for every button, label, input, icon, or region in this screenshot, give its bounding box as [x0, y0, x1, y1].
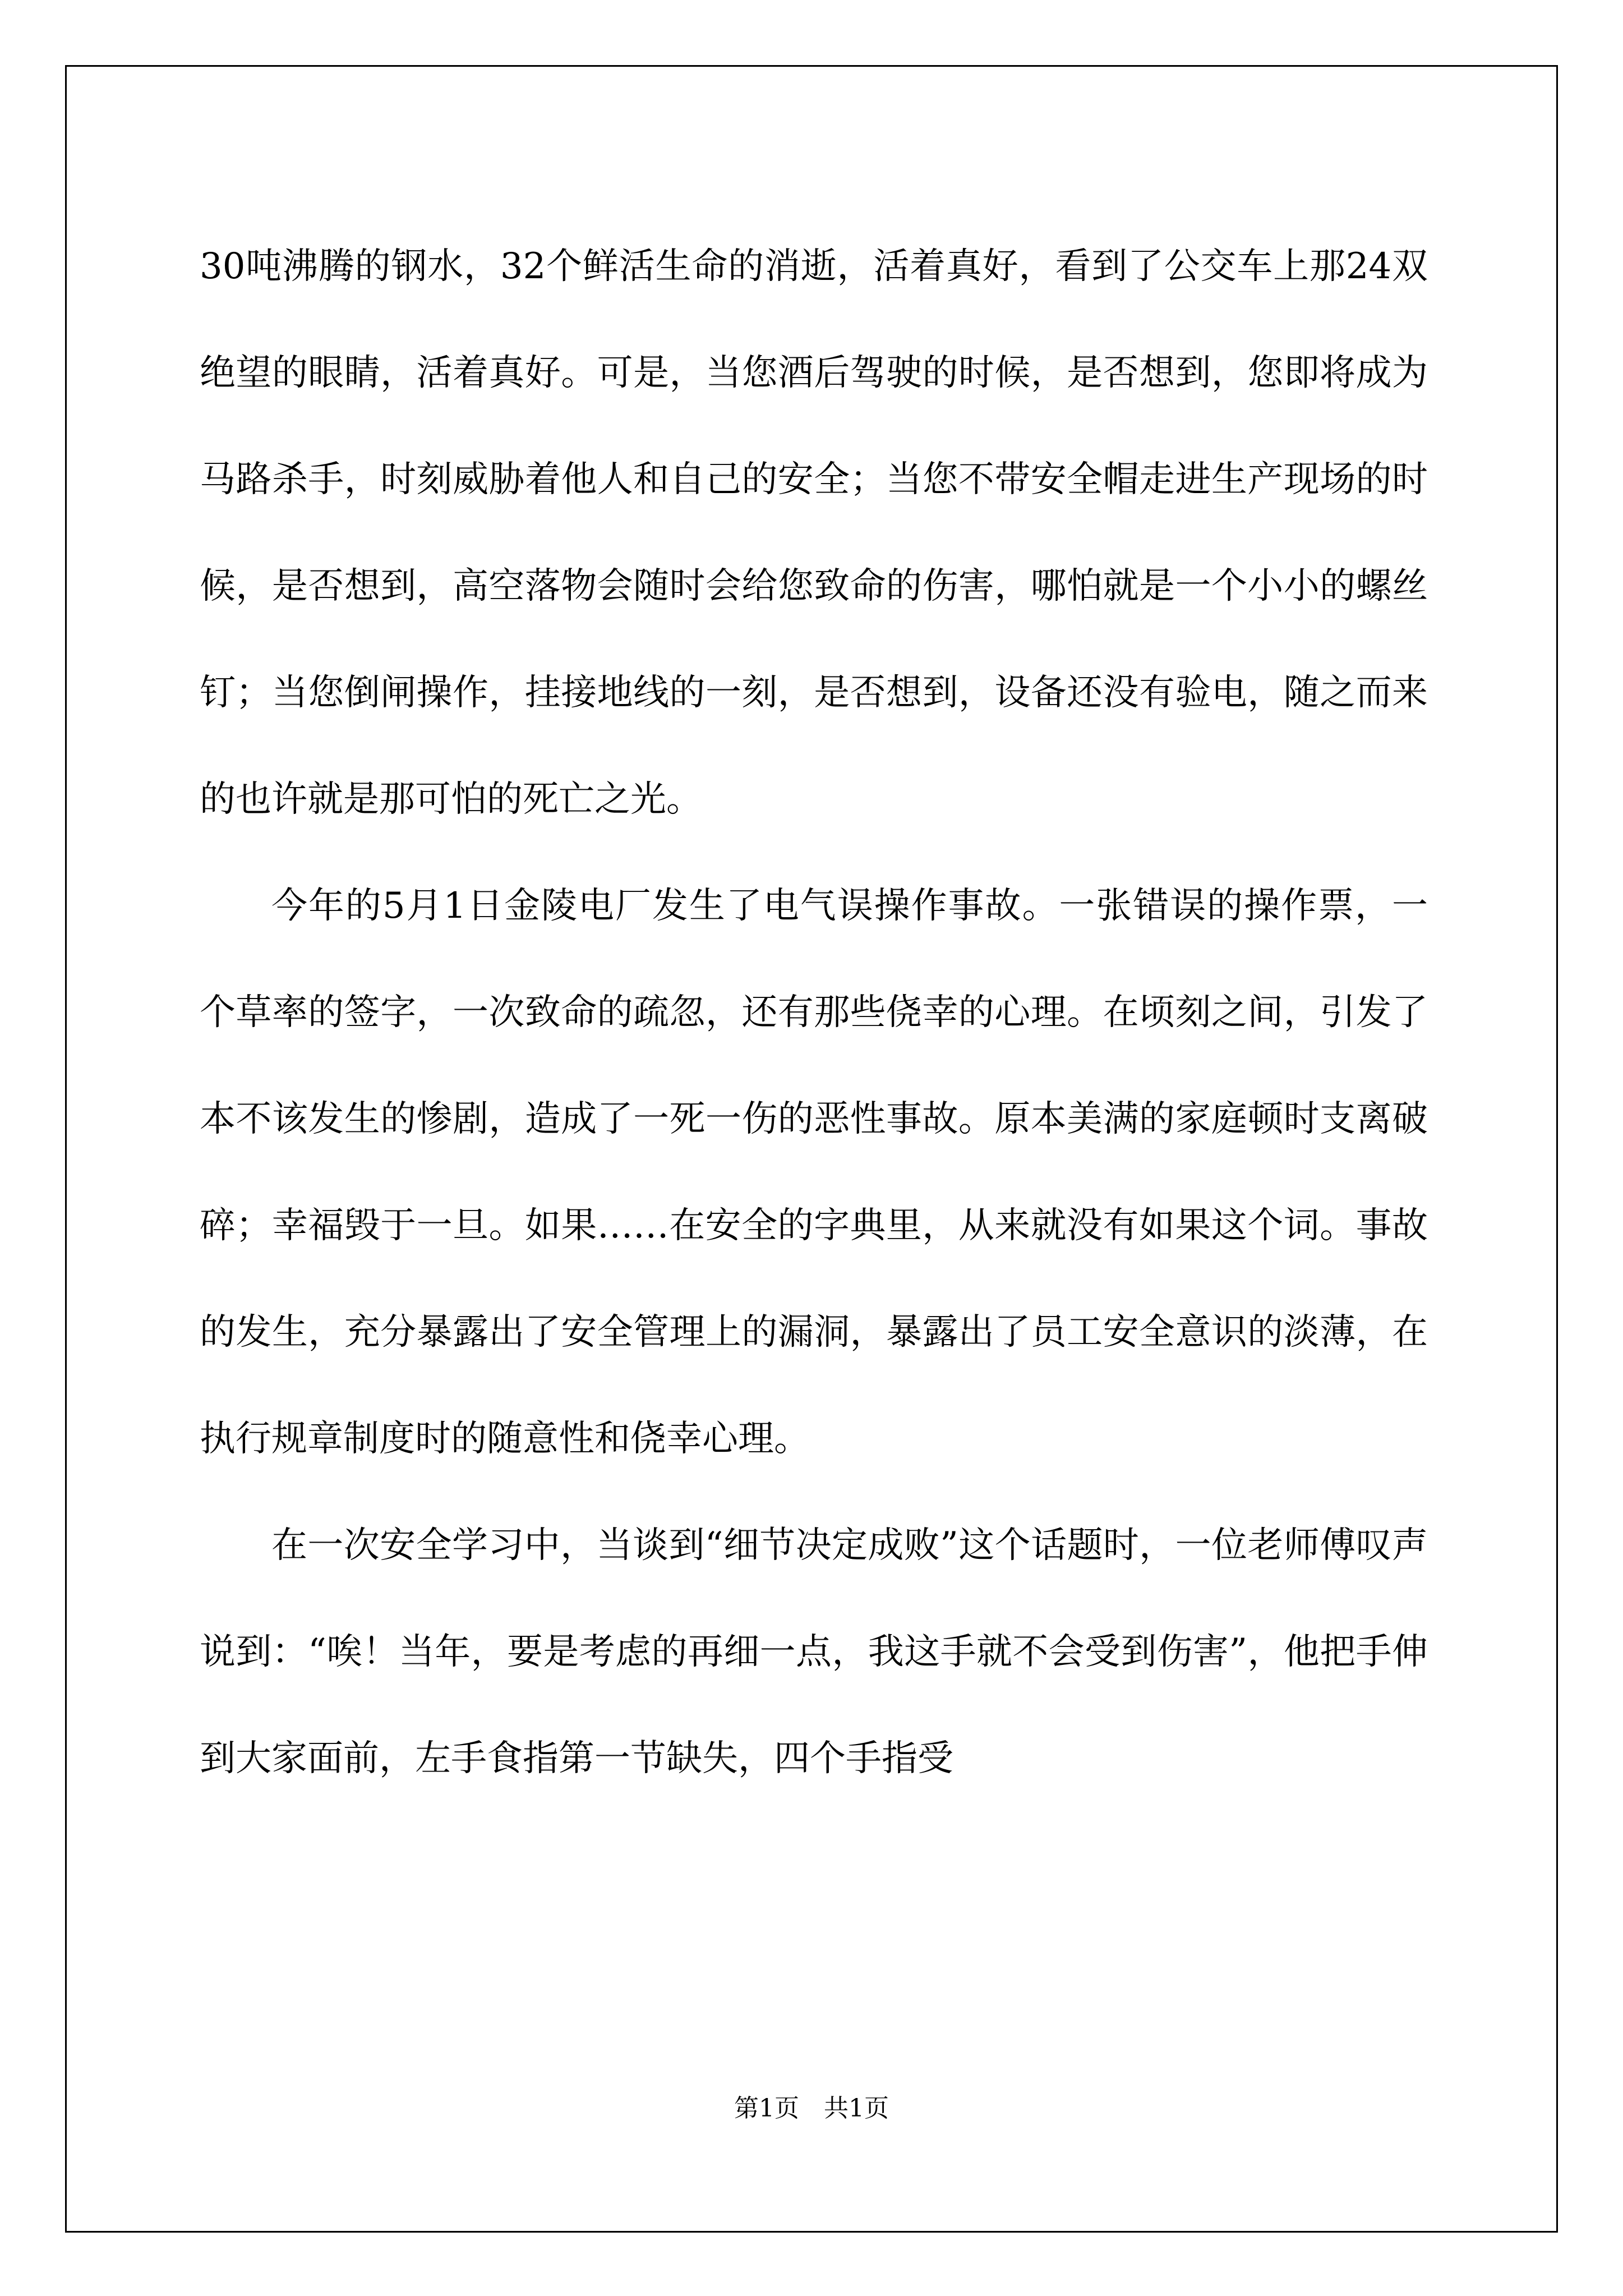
document-body: [200, 213, 1428, 1812]
paragraph-3: 在一次安全学习中，当谈到“细节决定成败”这个话题时，一位老师傅叹声说到：“唉！当年，要是考虑的再细一点，我这手就不会受到伤害”，他把手伸到大家面前，左手食指第一节缺失，四个手指受: [200, 1525, 1428, 1779]
page-footer: 第1页 共1页: [734, 2094, 889, 2123]
paragraph-1: 30吨沸腾的钢水，32个鲜活生命的消逝，活着真好，看到了公交车上那24双绝望的眼睛，活着真好。可是，当您酒后驾驶的时候，是否想到，您即将成为马路杀手，时刻威胁着他人和自己的安全；当您不带安全帽走进生产现场的时候，是否想到，高空落物会随时会给您致命的伤害，哪怕就是一个小小的螺丝钉；当您倒闸操作，挂接地线的一刻，是否想到，设备还没有验电，随之而来的也许就是那可怕的死亡之光。: [200, 246, 1428, 820]
paragraph-2: 今年的5月1日金陵电厂发生了电气误操作事故。一张错误的操作票，一个草率的签字，一次致命的疏忽，还有那些侥幸的心理。在顷刻之间，引发了本不该发生的惨剧，造成了一死一伤的恶性事故。原本美满的家庭顿时支离破碎；幸福毁于一旦。如果……在安全的字典里，从来就没有如果这个词。事故的发生，充分暴露出了安全管理上的漏洞，暴露出了员工安全意识的淡薄，在执行规章制度时的随意性和侥幸心理。: [200, 885, 1428, 1460]
